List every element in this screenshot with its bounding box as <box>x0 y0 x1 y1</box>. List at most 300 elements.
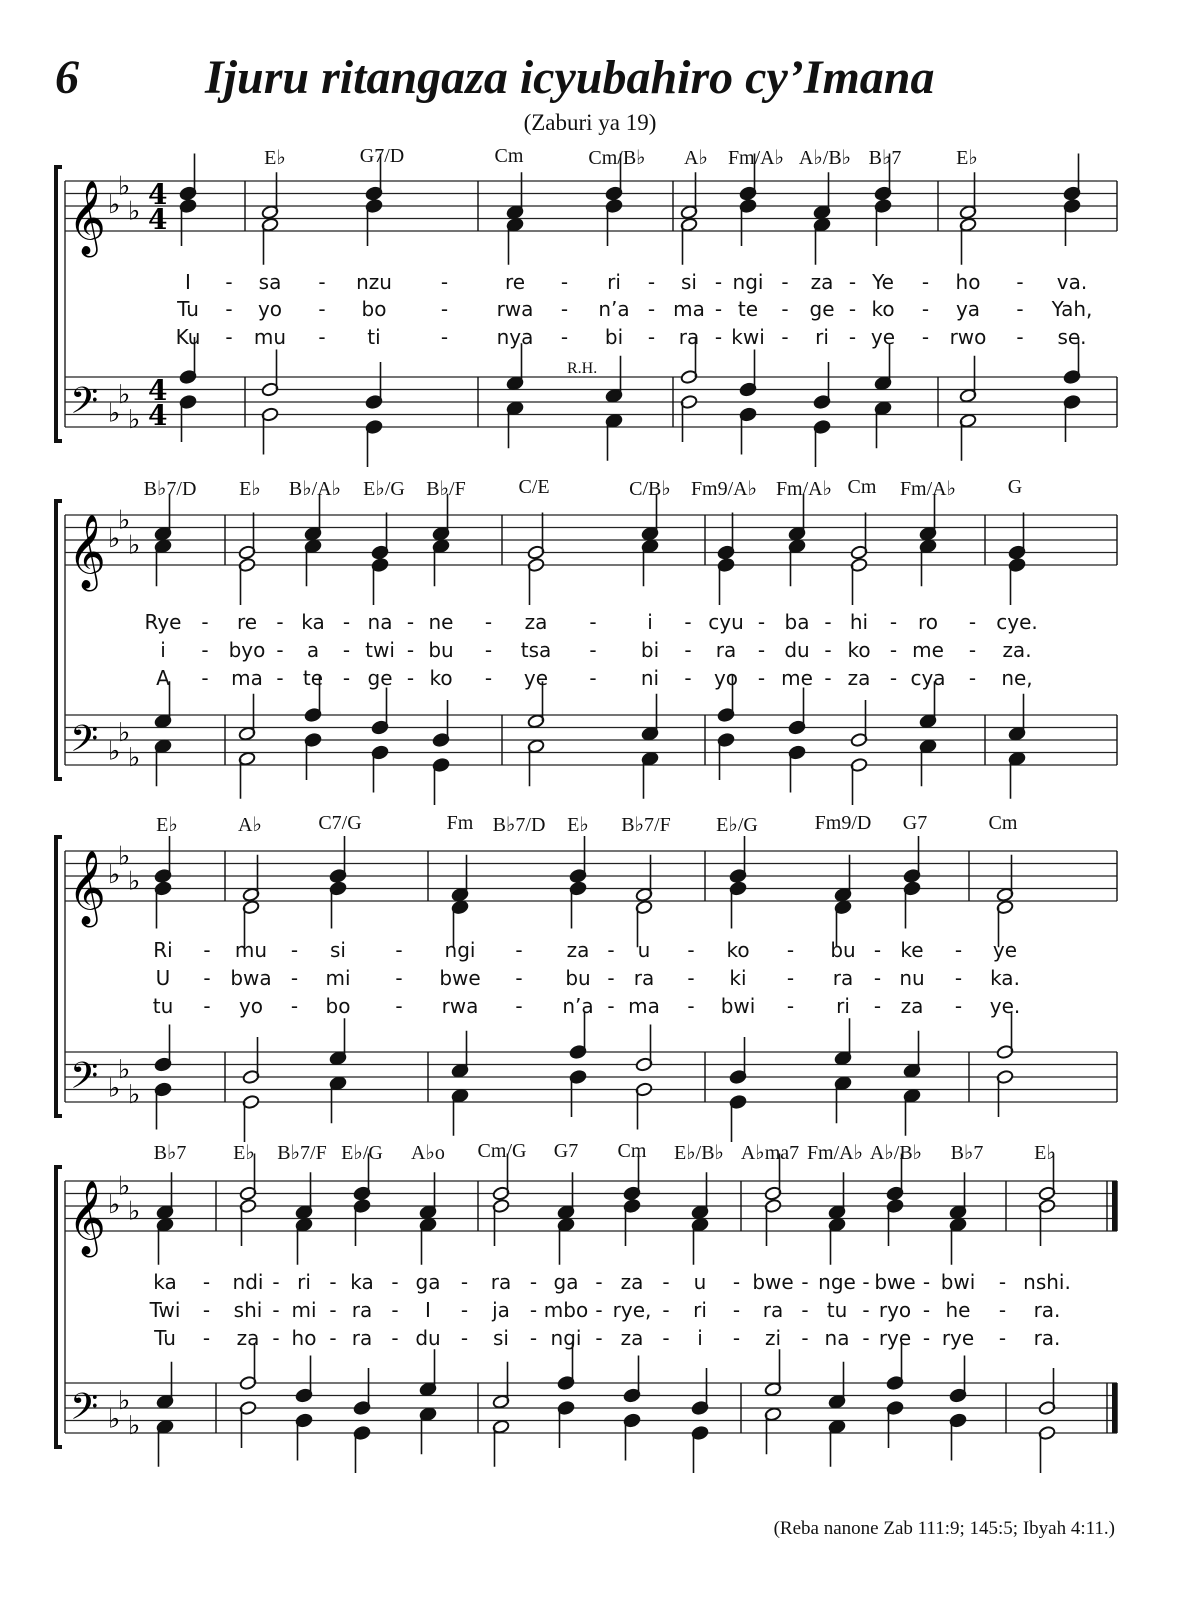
lyric-syllable: nge <box>818 1270 856 1294</box>
lyric-hyphen: - <box>873 966 882 990</box>
lyric-syllable: za <box>620 1270 644 1294</box>
lyric-hyphen: - <box>801 1298 809 1322</box>
lyric-syllable: za <box>847 666 871 690</box>
lyric-syllable: I <box>425 1298 431 1322</box>
treble-clef-icon: 𝄞 <box>68 1181 106 1255</box>
lyric-syllable: mu <box>234 938 268 962</box>
lyric-syllable: ge <box>809 297 835 321</box>
lyric-hyphen: - <box>848 325 857 349</box>
lyric-hyphen: - <box>873 938 882 962</box>
lyric-syllable: byo <box>228 638 266 662</box>
flat-icon: ♭ <box>118 1054 131 1085</box>
lyric-hyphen: - <box>786 966 795 990</box>
lyric-hyphen: - <box>714 297 723 321</box>
flat-icon: ♭ <box>128 404 141 435</box>
chord-symbol: G7 <box>553 1140 579 1162</box>
lyric-hyphen: - <box>406 638 415 662</box>
lyric-syllable: du <box>784 638 810 662</box>
lyric-hyphen: - <box>225 325 233 349</box>
lyric-syllable: ba <box>784 610 810 634</box>
lyric-hyphen: - <box>272 1298 280 1322</box>
lyric-syllable: mi <box>291 1298 317 1322</box>
lyric-hyphen: - <box>272 1326 280 1350</box>
lyric-hyphen: - <box>484 610 493 634</box>
lyric-hyphen: - <box>998 1270 1007 1294</box>
lyric-syllable: na <box>824 1326 850 1350</box>
lyric-syllable: bi <box>604 325 624 349</box>
lyric-syllable: ngi <box>732 270 764 294</box>
lyric-hyphen: - <box>684 666 692 690</box>
lyric-hyphen: - <box>848 297 857 321</box>
lyric-hyphen: - <box>922 1298 931 1322</box>
lyric-syllable: ka <box>350 1270 374 1294</box>
flat-icon: ♭ <box>108 1073 121 1104</box>
flat-icon: ♭ <box>118 717 131 748</box>
lyric-syllable: hi <box>849 610 869 634</box>
lyric-hyphen: - <box>202 1270 211 1294</box>
lyric-hyphen: - <box>529 1298 538 1322</box>
lyric-syllable: ma <box>628 994 660 1018</box>
chord-symbol: E♭ <box>1034 1142 1056 1164</box>
lyric-syllable: sa <box>258 270 282 294</box>
lyric-syllable: ri <box>836 994 850 1018</box>
lyric-hyphen: - <box>329 1326 337 1350</box>
lyric-syllable: ri <box>607 270 621 294</box>
treble-clef-icon: 𝄞 <box>68 515 106 589</box>
chord-symbol: Cm <box>494 145 524 167</box>
lyric-syllable: ra <box>633 966 655 990</box>
lyric-hyphen: - <box>786 994 795 1018</box>
lyric-syllable: i <box>160 638 166 662</box>
lyric-hyphen: - <box>201 638 209 662</box>
final-bar-line <box>1112 1383 1117 1433</box>
lyric-hyphen: - <box>203 966 211 990</box>
lyric-syllable: bu <box>565 966 591 990</box>
final-bar-line <box>1112 1181 1117 1231</box>
lyric-syllable: a <box>306 638 320 662</box>
lyric-hyphen: - <box>662 1326 670 1350</box>
lyric-hyphen: - <box>589 610 597 634</box>
lyric-hyphen: - <box>824 610 832 634</box>
lyric-hyphen: - <box>968 638 977 662</box>
lyric-syllable: te <box>302 666 324 690</box>
chord-symbol: C/B♭ <box>629 478 671 500</box>
lyric-hyphen: - <box>276 610 284 634</box>
lyric-syllable: se. <box>1057 325 1087 349</box>
flat-icon: ♭ <box>128 196 141 227</box>
lyric-hyphen: - <box>460 1298 469 1322</box>
lyric-syllable: ra <box>351 1326 373 1350</box>
lyric-hyphen: - <box>662 1270 670 1294</box>
lyric-syllable: i <box>697 1326 703 1350</box>
lyric-syllable: za <box>620 1326 644 1350</box>
lyric-syllable: bwi <box>720 994 756 1018</box>
chord-symbol: E♭ <box>156 814 178 836</box>
lyric-syllable: rye, <box>612 1298 652 1322</box>
lyric-hyphen: - <box>968 666 977 690</box>
lyric-hyphen: - <box>395 966 403 990</box>
lyric-hyphen: - <box>848 270 857 294</box>
bass-clef-icon: 𝄢 <box>70 380 99 431</box>
lyric-hyphen: - <box>290 994 299 1018</box>
lyric-syllable: ra <box>832 966 854 990</box>
lyric-syllable: ma <box>231 666 263 690</box>
lyric-hyphen: - <box>922 1326 931 1350</box>
lyric-hyphen: - <box>225 270 233 294</box>
lyric-syllable: rwa <box>496 297 534 321</box>
lyric-hyphen: - <box>515 938 523 962</box>
chord-symbol: C/E <box>518 476 550 498</box>
lyric-syllable: bi <box>640 638 660 662</box>
lyric-syllable: ho <box>291 1326 317 1350</box>
lyric-syllable: ne <box>428 610 454 634</box>
chord-symbol: Fm9/A♭ <box>690 478 758 500</box>
lyric-hyphen: - <box>329 1298 337 1322</box>
lyric-syllable: tu <box>152 994 174 1018</box>
flat-icon: ♭ <box>108 1190 121 1220</box>
lyric-hyphen: - <box>732 1298 741 1322</box>
lyric-hyphen: - <box>406 666 415 690</box>
lyric-syllable: me <box>781 666 813 690</box>
lyric-hyphen: - <box>391 1298 399 1322</box>
lyric-hyphen: - <box>921 270 930 294</box>
lyric-hyphen: - <box>781 297 789 321</box>
lyric-syllable: ryo <box>878 1298 912 1322</box>
lyric-hyphen: - <box>406 610 415 634</box>
lyric-hyphen: - <box>889 638 898 662</box>
lyric-syllable: bwe <box>752 1270 794 1294</box>
lyric-hyphen: - <box>801 1326 809 1350</box>
lyric-hyphen: - <box>460 1270 469 1294</box>
lyric-hyphen: - <box>647 325 656 349</box>
lyric-syllable: nya <box>496 325 534 349</box>
lyric-syllable: u <box>693 1270 707 1294</box>
hymn-number: 6 <box>55 51 79 104</box>
lyric-syllable: ye <box>992 938 1018 962</box>
time-signature: 4 <box>148 399 168 432</box>
lyric-syllable: bu <box>428 638 454 662</box>
chord-symbol: G7 <box>902 812 928 834</box>
chord-symbol: A♭ <box>684 147 708 169</box>
lyric-hyphen: - <box>781 325 789 349</box>
chord-symbol: E♭/B♭ <box>674 1142 724 1164</box>
lyric-hyphen: - <box>529 1326 538 1350</box>
lyric-syllable: ngi <box>550 1326 582 1350</box>
chord-symbol: Cm/G <box>477 1140 527 1162</box>
lyric-syllable: Ye <box>872 270 894 294</box>
lyric-hyphen: - <box>647 297 656 321</box>
lyric-hyphen: - <box>1016 297 1024 321</box>
lyric-hyphen: - <box>662 1298 670 1322</box>
lyric-hyphen: - <box>968 610 977 634</box>
system-bracket <box>56 1167 62 1447</box>
lyric-syllable: du <box>415 1326 441 1350</box>
lyric-syllable: cye. <box>996 610 1038 634</box>
lyric-hyphen: - <box>684 638 692 662</box>
treble-clef-icon: 𝄞 <box>68 181 106 255</box>
lyric-hyphen: - <box>395 938 403 962</box>
chord-symbol: C7/G <box>318 812 362 834</box>
lyric-syllable: rye <box>941 1326 975 1350</box>
chord-symbol: A♭/B♭ <box>798 147 852 169</box>
chord-symbol: B♭7 <box>153 1142 187 1164</box>
lyric-hyphen: - <box>589 666 597 690</box>
flat-icon: ♭ <box>118 1171 131 1202</box>
lyric-syllable: ke <box>900 938 924 962</box>
lyric-syllable: yo <box>257 297 283 321</box>
lyric-syllable: ja <box>492 1298 510 1322</box>
lyric-hyphen: - <box>921 297 930 321</box>
lyric-hyphen: - <box>786 938 795 962</box>
lyric-syllable: te <box>737 297 759 321</box>
lyric-syllable: bo <box>325 994 351 1018</box>
lyric-syllable: tsa <box>520 638 552 662</box>
lyric-syllable: rwo <box>949 325 987 349</box>
lyric-syllable: si <box>493 1326 509 1350</box>
lyric-syllable: ka. <box>990 966 1020 990</box>
lyric-hyphen: - <box>440 270 449 294</box>
chord-symbol: E♭/G <box>341 1142 383 1164</box>
lyric-hyphen: - <box>202 1298 211 1322</box>
lyric-syllable: ki <box>729 966 747 990</box>
lyric-syllable: ra. <box>1033 1326 1061 1350</box>
lyric-hyphen: - <box>714 270 723 294</box>
bass-clef-icon: 𝄢 <box>70 1386 99 1437</box>
lyric-syllable: mbo <box>543 1298 589 1322</box>
lyric-hyphen: - <box>342 638 351 662</box>
lyric-syllable: za <box>566 938 590 962</box>
lyric-hyphen: - <box>998 1326 1007 1350</box>
lyric-hyphen: - <box>954 938 963 962</box>
lyric-hyphen: - <box>272 1270 280 1294</box>
lyric-syllable: bu <box>830 938 856 962</box>
lyric-syllable: re <box>236 610 258 634</box>
lyric-hyphen: - <box>889 610 898 634</box>
lyric-syllable: za <box>524 610 548 634</box>
lyric-syllable: ra <box>490 1270 512 1294</box>
chord-symbol: E♭/G <box>363 478 405 500</box>
lyric-hyphen: - <box>391 1326 399 1350</box>
lyric-syllable: zi <box>764 1326 782 1350</box>
lyric-hyphen: - <box>342 666 351 690</box>
lyric-syllable: ya <box>955 297 981 321</box>
lyric-syllable: ti <box>367 325 381 349</box>
lyric-syllable: Tu <box>177 297 199 321</box>
lyric-syllable: Yah, <box>1051 297 1093 321</box>
lyric-hyphen: - <box>732 1270 741 1294</box>
lyric-hyphen: - <box>560 325 569 349</box>
lyric-hyphen: - <box>395 994 403 1018</box>
lyric-syllable: ri <box>815 325 829 349</box>
lyric-syllable: kwi <box>731 325 765 349</box>
chord-symbol: Fm/A♭ <box>899 478 957 500</box>
lyric-hyphen: - <box>687 966 695 990</box>
lyric-hyphen: - <box>290 938 299 962</box>
lyric-hyphen: - <box>529 1270 538 1294</box>
lyric-syllable: ga <box>553 1270 579 1294</box>
lyric-syllable: i <box>647 610 653 634</box>
chord-symbol: Fm <box>446 812 474 834</box>
lyric-syllable: Twi <box>149 1298 181 1322</box>
flat-icon: ♭ <box>118 841 131 872</box>
lyric-syllable: ra <box>678 325 700 349</box>
chord-symbol: E♭ <box>264 147 286 169</box>
lyric-syllable: he <box>945 1298 971 1322</box>
lyric-hyphen: - <box>862 1298 870 1322</box>
flat-icon: ♭ <box>128 866 141 897</box>
lyric-hyphen: - <box>203 938 211 962</box>
lyric-syllable: rwa <box>441 994 479 1018</box>
lyric-syllable: ma <box>673 297 705 321</box>
lyric-syllable: shi <box>233 1298 263 1322</box>
lyric-syllable: nu <box>899 966 925 990</box>
chord-symbol: A♭ <box>238 814 262 836</box>
lyric-hyphen: - <box>757 638 766 662</box>
chord-symbol: Cm/B♭ <box>588 147 646 169</box>
lyric-hyphen: - <box>515 966 523 990</box>
lyric-hyphen: - <box>342 610 351 634</box>
chord-symbol: B♭7/F <box>621 814 671 836</box>
lyric-syllable: ka <box>153 1270 177 1294</box>
lyric-syllable: ko <box>726 938 750 962</box>
chord-symbol: B♭/F <box>426 478 466 500</box>
chord-symbol: E♭/G <box>716 814 758 836</box>
hymn-title: Ijuru ritangaza icyubahiro cy’Imana <box>205 51 935 104</box>
lyric-syllable: nzu <box>356 270 392 294</box>
lyric-syllable: ge <box>367 666 393 690</box>
chord-symbol: E♭ <box>956 147 978 169</box>
lyric-hyphen: - <box>607 994 615 1018</box>
lyric-syllable: za <box>236 1326 260 1350</box>
lyric-hyphen: - <box>225 297 233 321</box>
lyric-syllable: yo <box>238 994 264 1018</box>
lyric-hyphen: - <box>276 638 284 662</box>
flat-icon: ♭ <box>108 524 121 554</box>
treble-clef-icon: 𝄞 <box>68 851 106 925</box>
lyric-hyphen: - <box>873 994 882 1018</box>
lyric-hyphen: - <box>921 325 930 349</box>
lyric-hyphen: - <box>318 270 326 294</box>
lyric-syllable: cyu <box>708 610 744 634</box>
flat-icon: ♭ <box>118 1385 131 1416</box>
lyric-syllable: za <box>900 994 924 1018</box>
lyric-hyphen: - <box>1016 325 1024 349</box>
lyric-syllable: bwa <box>230 966 272 990</box>
flat-icon: ♭ <box>108 398 121 429</box>
lyric-hyphen: - <box>862 1326 870 1350</box>
lyric-hyphen: - <box>440 297 449 321</box>
lyric-hyphen: - <box>201 666 209 690</box>
lyric-hyphen: - <box>201 610 209 634</box>
lyric-syllable: ra. <box>1033 1298 1061 1322</box>
lyric-syllable: za <box>810 270 834 294</box>
time-signature: 4 <box>148 374 168 407</box>
lyric-syllable: yo <box>713 666 739 690</box>
lyric-syllable: si <box>330 938 346 962</box>
lyric-syllable: Tu <box>154 1326 176 1350</box>
bass-clef-icon: 𝄢 <box>70 1055 99 1106</box>
lyric-hyphen: - <box>954 994 963 1018</box>
lyric-hyphen: - <box>781 270 789 294</box>
lyric-hyphen: - <box>202 1326 211 1350</box>
lyric-syllable: me <box>912 638 944 662</box>
chord-symbol: G <box>1007 476 1023 498</box>
lyric-hyphen: - <box>607 966 615 990</box>
flat-icon: ♭ <box>128 1079 141 1110</box>
chord-symbol: B♭7/D <box>492 814 546 836</box>
chord-symbol: A♭o <box>411 1142 445 1164</box>
lyric-syllable: mi <box>325 966 351 990</box>
chord-symbol: B♭/A♭ <box>288 478 342 500</box>
chord-symbol: G7/D <box>359 145 405 167</box>
footer-reference: (Reba nanone Zab 111:9; 145:5; Ibyah 4:11.) <box>773 1518 1115 1539</box>
lyric-hyphen: - <box>290 966 299 990</box>
lyric-hyphen: - <box>922 1270 931 1294</box>
lyric-hyphen: - <box>515 994 523 1018</box>
lyric-syllable: ye <box>870 325 896 349</box>
chord-symbol: Cm <box>847 476 877 498</box>
flat-icon: ♭ <box>108 860 121 890</box>
lyric-syllable: bwi <box>940 1270 976 1294</box>
lyric-hyphen: - <box>714 325 723 349</box>
lyric-hyphen: - <box>862 1270 870 1294</box>
time-signature: 4 <box>148 203 168 236</box>
lyric-hyphen: - <box>954 966 963 990</box>
lyric-syllable: ko <box>429 666 453 690</box>
lyric-syllable: ndi <box>232 1270 264 1294</box>
chord-symbol: E♭ <box>233 1142 255 1164</box>
chord-symbol: Cm <box>617 1140 647 1162</box>
lyric-syllable: ko <box>871 297 895 321</box>
lyric-syllable: ye <box>523 666 549 690</box>
lyric-syllable: Rye <box>144 610 182 634</box>
lyric-hyphen: - <box>589 638 597 662</box>
lyric-syllable: nshi. <box>1023 1270 1071 1294</box>
flat-icon: ♭ <box>118 505 131 536</box>
right-hand-marking: R.H. <box>567 360 598 377</box>
lyric-hyphen: - <box>595 1298 603 1322</box>
lyric-syllable: ka <box>301 610 325 634</box>
lyric-hyphen: - <box>607 938 615 962</box>
lyric-syllable: ngi <box>444 938 476 962</box>
lyric-hyphen: - <box>757 666 766 690</box>
lyric-syllable: ko <box>847 638 871 662</box>
chord-symbol: E♭ <box>567 814 589 836</box>
lyric-hyphen: - <box>889 666 898 690</box>
flat-icon: ♭ <box>128 1196 141 1227</box>
lyric-syllable: Ri <box>153 938 173 962</box>
lyric-syllable: bwe <box>439 966 481 990</box>
lyric-hyphen: - <box>484 638 493 662</box>
lyric-syllable: ni <box>640 666 660 690</box>
lyric-hyphen: - <box>824 666 832 690</box>
lyric-syllable: na <box>367 610 393 634</box>
flat-icon: ♭ <box>108 190 121 220</box>
lyric-hyphen: - <box>998 1298 1007 1322</box>
lyric-hyphen: - <box>560 270 569 294</box>
lyric-hyphen: - <box>684 610 692 634</box>
flat-icon: ♭ <box>108 1404 121 1435</box>
lyric-syllable: re <box>504 270 526 294</box>
lyric-hyphen: - <box>318 297 326 321</box>
lyric-syllable: U <box>155 966 171 990</box>
lyric-hyphen: - <box>687 938 695 962</box>
lyric-syllable: rye <box>878 1326 912 1350</box>
lyric-syllable: va. <box>1056 270 1088 294</box>
lyric-syllable: I <box>185 270 191 294</box>
chord-symbol: Fm/A♭ <box>806 1142 864 1164</box>
chord-symbol: E♭ <box>239 478 261 500</box>
